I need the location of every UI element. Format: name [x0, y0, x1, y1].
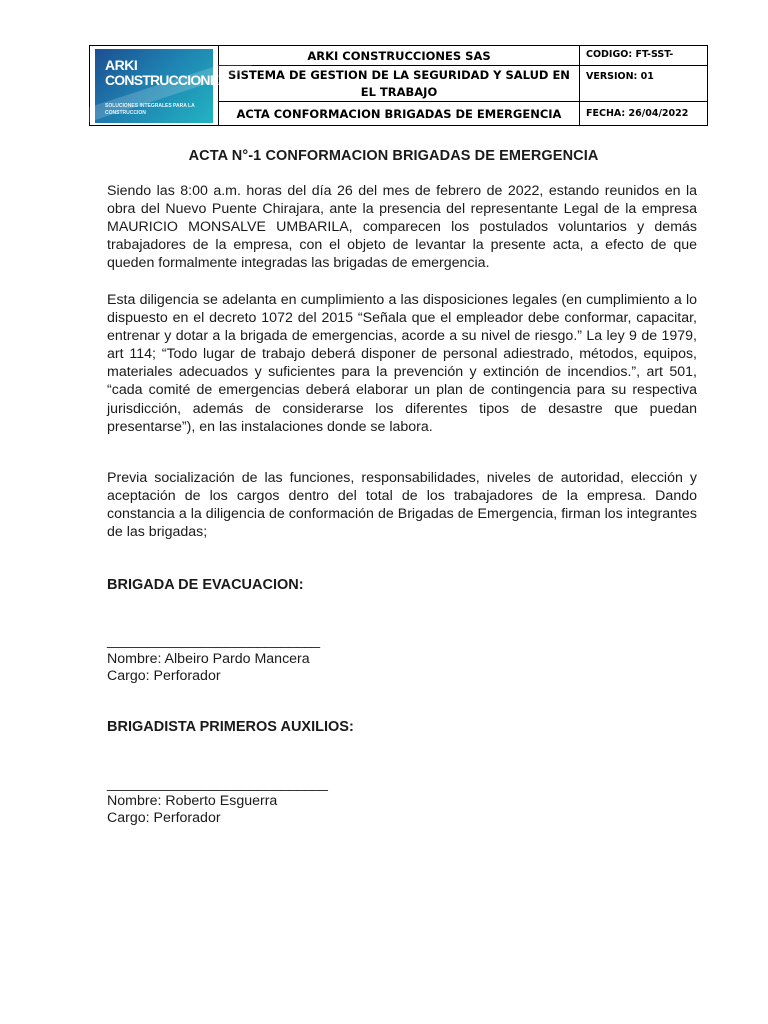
document-header-table — [89, 45, 708, 126]
legal-paragraph: Esta diligencia se adelanta en cumplimiento a las disposiciones legales (en cumplimiento a lo dispuesto en el decreto 1072 del 2015 “Señala que el empleador debe conformar, capacitar, entrenar y dotar a la brigada de emergencias, acorde a su nivel de riesgo.” La ley 9 de 1979, art 114; “Todo lugar de trabajo deberá disponer de personal adiestrado, métodos, equipos, materiales adecuados y suficientes para la prevención y extinción de incendios.”, art 501, “cada comité de emergencias deberá elaborar un plan de contingencia para su respectiva jurisdicción, además de considerarse los diferentes tipos de desastre que puedan presentarse”), en las instalaciones donde se labora. — [107, 292, 697, 435]
document-version: VERSION: 01 — [580, 66, 708, 102]
logo-tagline: SOLUCIONES INTEGRALES PARA LA CONSTRUCCION — [105, 102, 195, 116]
member-name: Nombre: Albeiro Pardo Mancera — [107, 651, 310, 667]
signature-line: ____________________________ — [107, 776, 328, 792]
page-title: ACTA N°-1 CONFORMACION BRIGADAS DE EMERGENCIA — [188, 148, 599, 164]
document-name: ACTA CONFORMACION BRIGADAS DE EMERGENCIA — [219, 102, 580, 126]
member-role: Cargo: Perforador — [107, 810, 221, 826]
brigade-heading-first-aid: BRIGADISTA PRIMEROS AUXILIOS: — [107, 719, 354, 735]
logo-line1: ARKI — [105, 56, 138, 73]
company-logo — [95, 49, 227, 123]
logo-line2: CONSTRUCCIONES — [105, 71, 227, 88]
management-system: SISTEMA DE GESTION DE LA SEGURIDAD Y SALUD EN EL TRABAJO — [219, 66, 580, 102]
document-code: CODIGO: FT-SST- — [580, 46, 708, 66]
company-name: ARKI CONSTRUCCIONES SAS — [219, 46, 580, 66]
document-date: FECHA: 26/04/2022 — [580, 102, 708, 126]
brigade-heading-evacuation: BRIGADA DE EVACUACION: — [107, 577, 304, 593]
closing-paragraph: Previa socialización de las funciones, responsabilidades, niveles de autoridad, elección y aceptación de los cargos dentro del total de los trabajadores de la empresa. Dando constancia a la diligencia de conformación de Brigadas de Emergencia, firman los integrantes de las brigadas; — [107, 470, 697, 541]
logo-cell — [90, 46, 227, 126]
intro-paragraph: Siendo las 8:00 a.m. horas del día 26 del mes de febrero de 2022, estando reunidos en la obra del Nuevo Puente Chirajara, ante la presencia del representante Legal de la empresa MAURICIO MONSALVE UMBARILA, comparecen los postulados voluntarios y demás trabajadores de la empresa, con el objeto de levantar la presente acta, a efecto de que queden formalmente integradas las brigadas de emergencia. — [107, 183, 697, 272]
member-name: Nombre: Roberto Esguerra — [107, 793, 278, 809]
signature-line: ___________________________ — [107, 633, 321, 649]
member-role: Cargo: Perforador — [107, 668, 221, 684]
